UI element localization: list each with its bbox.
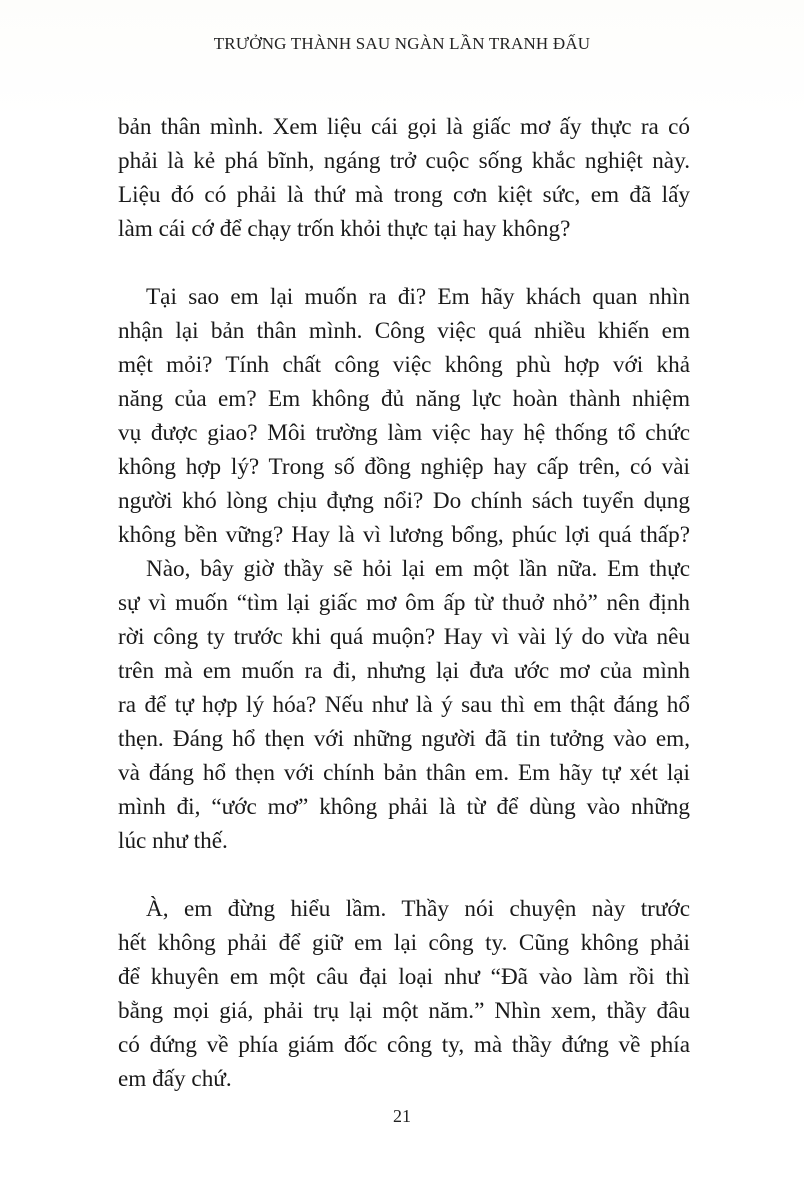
paragraph-gap	[118, 246, 690, 280]
text-line: nhận lại bản thân mình. Công việc quá nhiều khiến em	[118, 318, 690, 344]
text-line: Liệu đó có phải là thứ mà trong cơn kiệt sức, em đã lấy	[118, 182, 690, 208]
text-line: thẹn. Đáng hổ thẹn với những người đã tin tưởng vào em,	[118, 726, 690, 752]
paragraph	[118, 552, 690, 858]
text-line: À, em đừng hiểu lầm. Thầy nói chuyện này trước	[146, 896, 690, 922]
text-line: bản thân mình. Xem liệu cái gọi là giấc mơ ấy thực ra có	[118, 114, 690, 140]
text-line: em đấy chứ.	[118, 1066, 232, 1092]
text-line: và đáng hổ thẹn với chính bản thân em. Em hãy tự xét lại	[118, 760, 690, 786]
paragraph-gap	[118, 858, 690, 892]
text-line: trên mà em muốn ra đi, nhưng lại đưa ước mơ của mình	[118, 658, 690, 684]
text-line: làm cái cớ để chạy trốn khỏi thực tại hay không?	[118, 216, 571, 242]
text-line: Nào, bây giờ thầy sẽ hỏi lại em một lần nữa. Em thực	[146, 556, 690, 582]
text-line: mình đi, “ước mơ” không phải là từ để dùng vào những	[118, 794, 690, 820]
paragraph	[118, 110, 690, 246]
text-line: sự vì muốn “tìm lại giấc mơ ôm ấp từ thuở nhỏ” nên định	[118, 590, 690, 616]
paragraph	[118, 280, 690, 552]
running-head: TRƯỞNG THÀNH SAU NGÀN LẦN TRANH ĐẤU	[213, 34, 591, 53]
text-line: để khuyên em một câu đại loại như “Đã vào làm rồi thì	[118, 964, 690, 990]
text-line: bằng mọi giá, phải trụ lại một năm.” Nhìn xem, thầy đâu	[118, 998, 690, 1024]
text-line: vụ được giao? Môi trường làm việc hay hệ thống tổ chức	[118, 420, 690, 446]
text-line: người khó lòng chịu đựng nổi? Do chính sách tuyển dụng	[118, 488, 690, 514]
text-line: ra để tự hợp lý hóa? Nếu như là ý sau thì em thật đáng hổ	[118, 692, 690, 718]
text-line: năng của em? Em không đủ năng lực hoàn thành nhiệm	[118, 386, 690, 412]
paragraph	[118, 892, 690, 1096]
text-line: không bền vững? Hay là vì lương bổng, phúc lợi quá thấp?	[118, 522, 690, 548]
text-line: lúc như thế.	[118, 828, 228, 854]
text-line: có đứng về phía giám đốc công ty, mà thầy đứng về phía	[118, 1032, 690, 1058]
text-line: mệt mỏi? Tính chất công việc không phù hợp với khả	[118, 352, 690, 378]
text-line: không hợp lý? Trong số đồng nghiệp hay cấp trên, có vài	[118, 454, 690, 480]
body-text	[118, 110, 690, 1096]
text-line: Tại sao em lại muốn ra đi? Em hãy khách quan nhìn	[146, 284, 690, 310]
text-line: phải là kẻ phá bĩnh, ngáng trở cuộc sống khắc nghiệt này.	[118, 148, 690, 174]
page-number: 21	[393, 1106, 411, 1126]
text-line: hết không phải để giữ em lại công ty. Cũng không phải	[118, 930, 690, 956]
text-line: rời công ty trước khi quá muộn? Hay vì vài lý do vừa nêu	[118, 624, 690, 650]
